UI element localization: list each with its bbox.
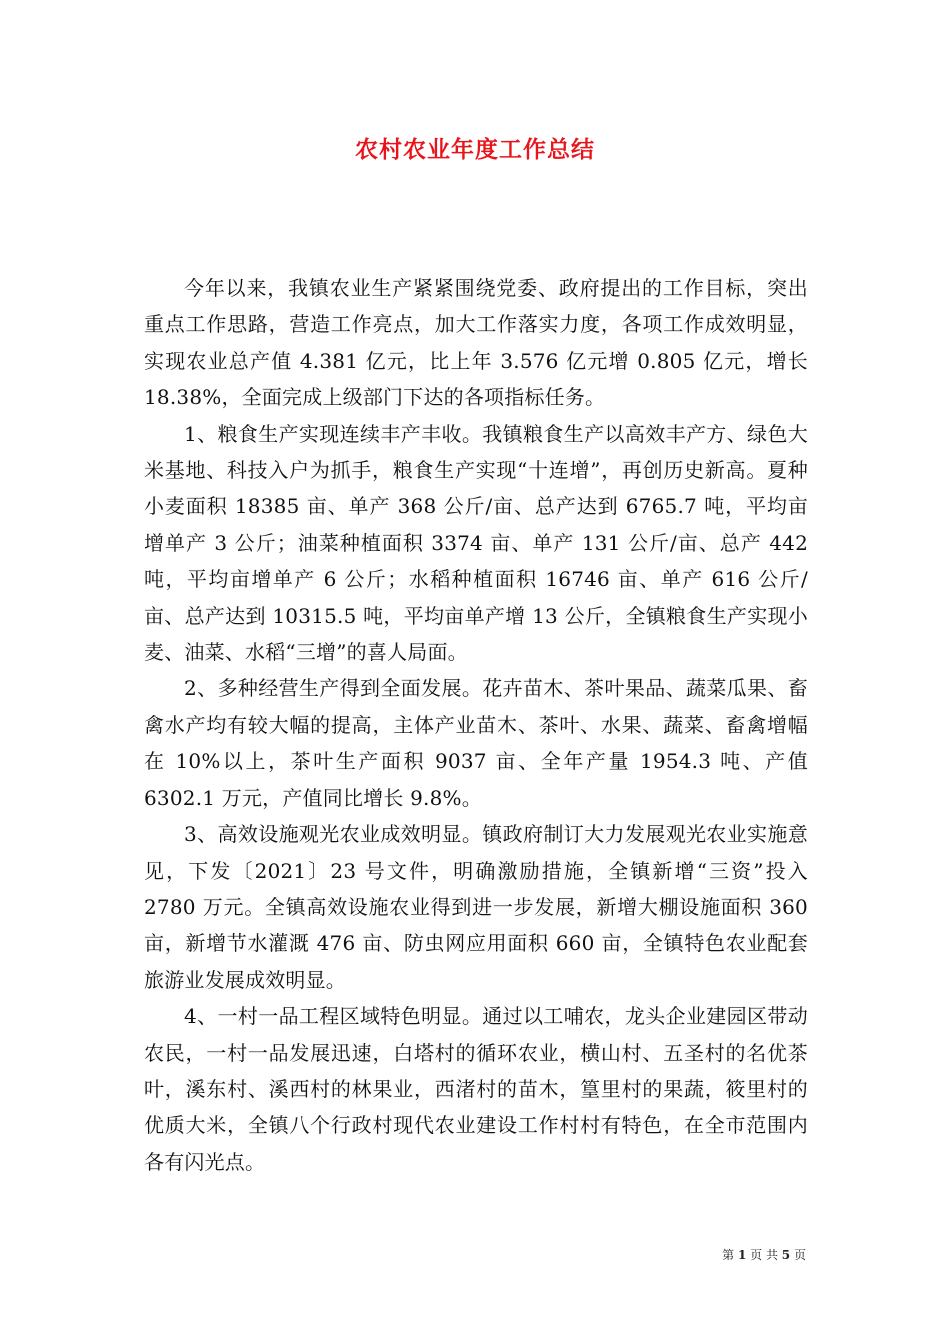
footer-middle: 页 共 (750, 1248, 778, 1262)
paragraph-grain-production: 1、粮食生产实现连续丰产丰收。我镇粮食生产以高效丰产方、绿色大米基地、科技入户为抓手，粮食生产实现“十连增”，再创历史新高。夏种小麦面积 18385 亩、单产 368 公斤/亩、总产达到 6765.7 吨，平均亩增单产 3 公斤；油菜种植面积 3374 亩、单产 131 公斤/亩、总产 442 吨，平均亩增单产 6 公斤；水稻种植面积 16746 亩、单产 616 公斤/亩、总产达到 10315.5 吨，平均亩单产增 13 公斤，全镇粮食生产实现小麦、油菜、水稻“三增”的喜人局面。 (144, 421, 808, 665)
paragraph-facility-agriculture: 3、高效设施观光农业成效明显。镇政府制订大力发展观光农业实施意见，下发〔2021〕23 号文件，明确激励措施，全镇新增“三资”投入 2780 万元。全镇高效设施农业得到进一步发展，新增大棚设施面积 360 亩，新增节水灌溉 476 亩、防虫网应用面积 660 亩，全镇特色农业配套旅游业发展成效明显。 (144, 822, 808, 992)
paragraph-diversified-operations: 2、多种经营生产得到全面发展。花卉苗木、茶叶果品、蔬菜瓜果、畜禽水产均有较大幅的提高，主体产业苗木、茶叶、水果、蔬菜、畜禽增幅在 10%以上，茶叶生产面积 9037 亩、全年产量 1954.3 吨、产值 6302.1 万元，产值同比增长 9.8%。 (144, 676, 808, 810)
current-page-number: 1 (737, 1248, 747, 1262)
total-pages-number: 5 (781, 1248, 791, 1262)
footer-prefix: 第 (722, 1248, 735, 1262)
footer-suffix: 页 (793, 1248, 806, 1262)
paragraph-intro: 今年以来，我镇农业生产紧紧围绕党委、政府提出的工作目标，突出重点工作思路，营造工作亮点，加大工作落实力度，各项工作成效明显，实现农业总产值 4.381 亿元，比上年 3.576 亿元增 0.805 亿元，增长 18.38%，全面完成上级部门下达的各项指标任务。 (144, 276, 808, 410)
paragraph-one-village-one-product: 4、一村一品工程区域特色明显。通过以工哺农，龙头企业建园区带动农民，一村一品发展迅速，白塔村的循环农业，横山村、五圣村的名优茶叶，溪东村、溪西村的林果业，西渚村的苗木，篁里村的果蔬，筱里村的优质大米，全镇八个行政村现代农业建设工作村村有特色，在全市范围内各有闪光点。 (144, 1004, 808, 1174)
document-title: 农村农业年度工作总结 (355, 137, 595, 163)
document-body (144, 270, 808, 1180)
page-number-footer (722, 1247, 806, 1263)
